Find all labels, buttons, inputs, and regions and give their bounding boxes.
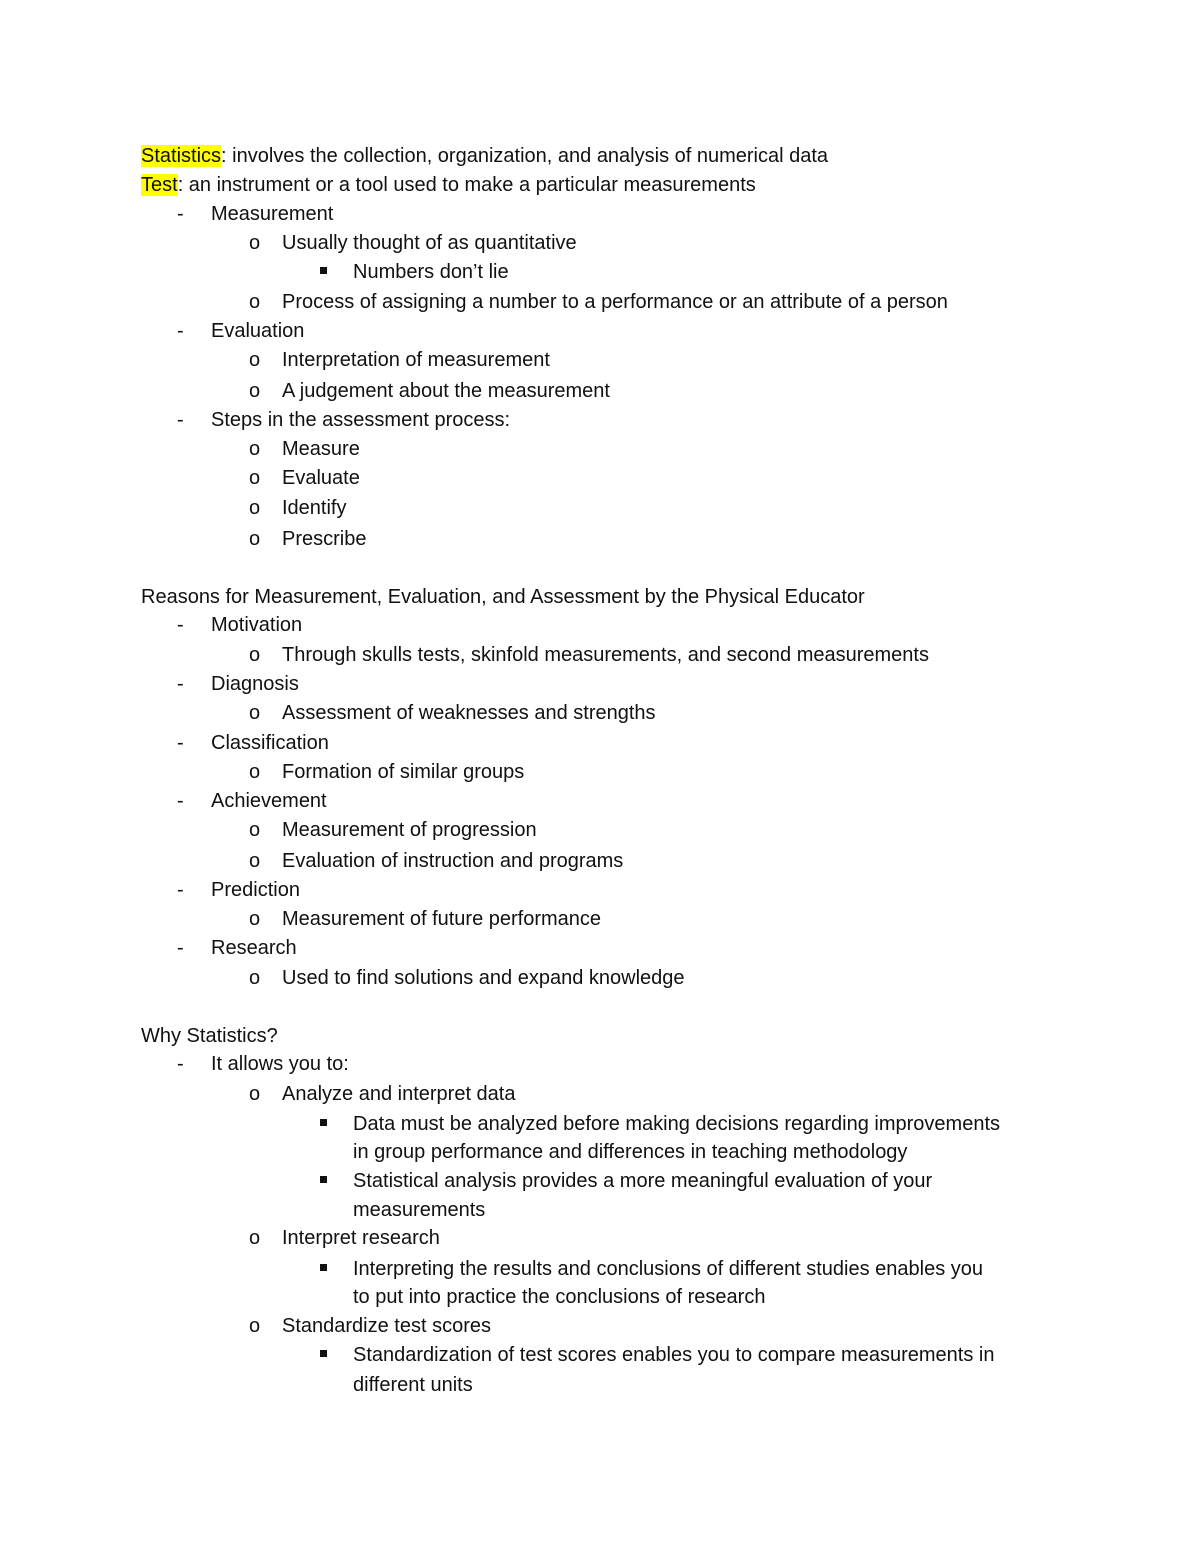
dash-marker: - <box>177 320 184 342</box>
list-item: Through skulls tests, skinfold measurements, and second measurements <box>282 644 929 666</box>
square-bullet-icon <box>320 267 327 274</box>
list-item: Diagnosis <box>211 673 299 695</box>
circle-marker: o <box>249 349 261 371</box>
list-item-continuation: measurements <box>353 1199 486 1221</box>
list-item: A judgement about the measurement <box>282 380 610 402</box>
list-item: Usually thought of as quantitative <box>282 232 577 254</box>
highlighted-term: Statistics <box>141 145 222 167</box>
list-item: Measurement <box>211 203 334 225</box>
list-item: Evaluate <box>282 467 360 489</box>
circle-marker: o <box>249 467 261 489</box>
list-item: Identify <box>282 497 347 519</box>
circle-marker: o <box>249 380 261 402</box>
list-item: Data must be analyzed before making decisions regarding improvements <box>353 1113 1001 1135</box>
list-item: Formation of similar groups <box>282 761 525 783</box>
list-item: Research <box>211 937 297 959</box>
dash-marker: - <box>177 732 184 754</box>
list-item: Analyze and interpret data <box>282 1083 516 1105</box>
list-item: Achievement <box>211 790 327 812</box>
list-item: Standardize test scores <box>282 1315 491 1337</box>
definition-test <box>141 173 756 197</box>
list-item: Prescribe <box>282 528 367 550</box>
list-item: Measurement of progression <box>282 819 537 841</box>
dash-marker: - <box>177 879 184 901</box>
list-item: Interpret research <box>282 1227 440 1249</box>
circle-marker: o <box>249 819 261 841</box>
list-item: Interpretation of measurement <box>282 349 550 371</box>
list-item: Standardization of test scores enables you to compare measurements in <box>353 1344 995 1366</box>
section-heading: Reasons for Measurement, Evaluation, and Assessment by the Physical Educator <box>141 586 865 608</box>
highlighted-term: Test <box>141 174 178 196</box>
list-item-continuation: to put into practice the conclusions of research <box>353 1286 766 1308</box>
circle-marker: o <box>249 291 261 313</box>
circle-marker: o <box>249 850 261 872</box>
circle-marker: o <box>249 1227 261 1249</box>
list-item: Process of assigning a number to a performance or an attribute of a person <box>282 291 948 313</box>
list-item: Statistical analysis provides a more meaningful evaluation of your <box>353 1170 933 1192</box>
list-item-continuation: in group performance and differences in teaching methodology <box>353 1141 908 1163</box>
circle-marker: o <box>249 232 261 254</box>
dash-marker: - <box>177 409 184 431</box>
circle-marker: o <box>249 438 261 460</box>
dash-marker: - <box>177 673 184 695</box>
dash-marker: - <box>177 790 184 812</box>
dash-marker: - <box>177 614 184 636</box>
list-item-continuation: different units <box>353 1374 473 1396</box>
list-item: Motivation <box>211 614 303 636</box>
dash-marker: - <box>177 1053 184 1075</box>
dash-marker: - <box>177 937 184 959</box>
square-bullet-icon <box>320 1264 327 1271</box>
circle-marker: o <box>249 497 261 519</box>
list-item: Assessment of weaknesses and strengths <box>282 702 656 724</box>
circle-marker: o <box>249 644 261 666</box>
circle-marker: o <box>249 1083 261 1105</box>
definition-statistics <box>141 144 828 168</box>
circle-marker: o <box>249 761 261 783</box>
list-item: Used to find solutions and expand knowledge <box>282 967 685 989</box>
list-item: Evaluation of instruction and programs <box>282 850 624 872</box>
dash-marker: - <box>177 203 184 225</box>
list-item: Prediction <box>211 879 300 901</box>
circle-marker: o <box>249 908 261 930</box>
list-item: Numbers don’t lie <box>353 261 509 283</box>
list-item: Classification <box>211 732 329 754</box>
section-heading: Why Statistics? <box>141 1025 278 1047</box>
definition-text: : involves the collection, organization, and analysis of numerical data <box>221 145 829 167</box>
circle-marker: o <box>249 1315 261 1337</box>
list-item: Evaluation <box>211 320 305 342</box>
list-item: Steps in the assessment process: <box>211 409 511 431</box>
definition-text: : an instrument or a tool used to make a particular measurements <box>177 174 756 196</box>
list-item: Measure <box>282 438 360 460</box>
circle-marker: o <box>249 702 261 724</box>
list-item: Measurement of future performance <box>282 908 602 930</box>
circle-marker: o <box>249 967 261 989</box>
square-bullet-icon <box>320 1350 327 1357</box>
square-bullet-icon <box>320 1176 327 1183</box>
list-item: Interpreting the results and conclusions of different studies enables you <box>353 1258 984 1280</box>
square-bullet-icon <box>320 1119 327 1126</box>
list-item: It allows you to: <box>211 1053 349 1075</box>
circle-marker: o <box>249 528 261 550</box>
